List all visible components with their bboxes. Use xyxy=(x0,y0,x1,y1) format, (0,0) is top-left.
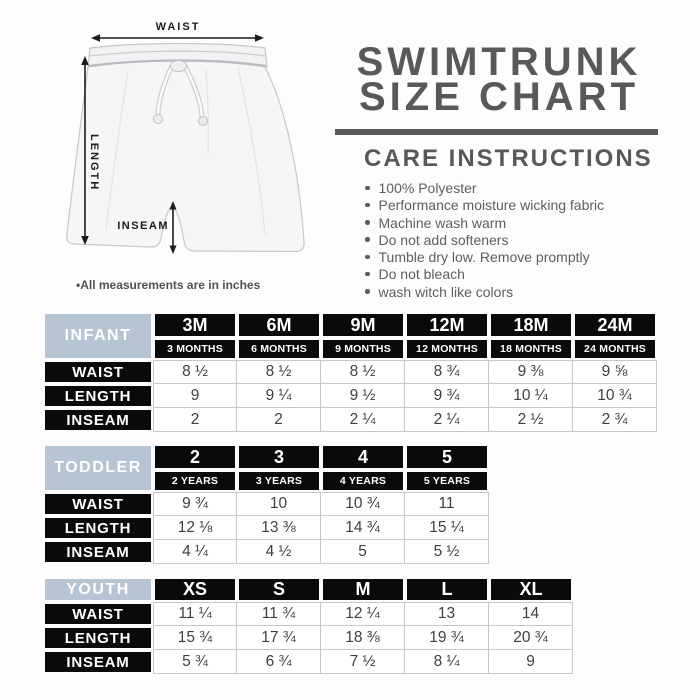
size-header-cell: XS xyxy=(153,577,237,602)
value-cell: 13 xyxy=(405,602,489,626)
value-cell: 10 xyxy=(237,492,321,516)
value-cell: 4 ½ xyxy=(237,540,321,564)
care-item-text: Performance moisture wicking fabric xyxy=(378,197,605,214)
size-header-cell: 9M xyxy=(321,312,405,338)
row-label-cell: LENGTH xyxy=(43,626,153,650)
value-cell: 4 ¼ xyxy=(153,540,237,564)
value-cell: 9 ¾ xyxy=(405,384,489,408)
value-cell: 8 ½ xyxy=(153,360,237,384)
value-cell: 2 xyxy=(237,408,321,432)
bullet-icon xyxy=(365,289,370,294)
bullet-icon xyxy=(365,203,370,208)
value-cell: 11 ¼ xyxy=(153,602,237,626)
size-header-cell: 12M xyxy=(405,312,489,338)
infant-size-table xyxy=(43,312,657,432)
care-instructions-list xyxy=(364,180,604,301)
toddler-size-table xyxy=(43,444,489,564)
size-sub-label-cell: 18 MONTHS xyxy=(489,338,573,360)
value-cell: 5 ¾ xyxy=(153,650,237,674)
divider-bar xyxy=(335,129,658,135)
value-cell: 10 ¾ xyxy=(573,384,657,408)
value-cell: 13 ⅜ xyxy=(237,516,321,540)
size-sub-label-cell: 5 YEARS xyxy=(405,470,489,492)
shorts-illustration xyxy=(58,12,320,284)
value-cell: 2 ¾ xyxy=(573,408,657,432)
value-cell: 11 xyxy=(405,492,489,516)
title-line-2: SIZE CHART xyxy=(359,75,639,119)
size-header-cell: 4 xyxy=(321,444,405,470)
group-label-cell: INFANT xyxy=(43,312,153,360)
bullet-icon xyxy=(365,237,370,242)
value-cell: 8 ¾ xyxy=(405,360,489,384)
care-item-text: wash witch like colors xyxy=(378,283,514,300)
value-cell: 10 ¾ xyxy=(321,492,405,516)
value-cell: 15 ¼ xyxy=(405,516,489,540)
value-cell: 5 xyxy=(321,540,405,564)
value-cell: 8 ½ xyxy=(237,360,321,384)
value-cell: 9 ¼ xyxy=(237,384,321,408)
size-header-cell: L xyxy=(405,577,489,602)
youth-size-table xyxy=(43,577,573,674)
value-cell: 2 xyxy=(153,408,237,432)
size-header-cell: 24M xyxy=(573,312,657,338)
care-item-text: Tumble dry low. Remove promptly xyxy=(378,249,590,266)
group-label-cell: YOUTH xyxy=(43,577,153,602)
value-cell: 9 ¾ xyxy=(153,492,237,516)
value-cell: 14 xyxy=(489,602,573,626)
length-measure-label: LENGTH xyxy=(88,134,100,192)
inseam-arrow xyxy=(170,201,177,254)
value-cell: 9 ⅜ xyxy=(489,360,573,384)
title-line-1: SWIMTRUNK xyxy=(356,40,642,84)
size-header-cell: 2 xyxy=(153,444,237,470)
row-label-cell: LENGTH xyxy=(43,516,153,540)
group-label-cell: TODDLER xyxy=(43,444,153,492)
drawstring-right-knot xyxy=(199,117,208,126)
value-cell: 8 ½ xyxy=(321,360,405,384)
value-cell: 9 ⅝ xyxy=(573,360,657,384)
drawstring-left-knot xyxy=(154,115,163,124)
care-item-text: Do not add softeners xyxy=(378,231,509,248)
bullet-icon xyxy=(365,220,370,225)
row-label-cell: WAIST xyxy=(43,492,153,516)
row-label-cell: WAIST xyxy=(43,602,153,626)
value-cell: 15 ¾ xyxy=(153,626,237,650)
value-cell: 8 ¼ xyxy=(405,650,489,674)
waist-arrow xyxy=(91,34,264,42)
bullet-icon xyxy=(365,255,370,260)
care-item xyxy=(364,284,604,301)
care-item xyxy=(364,215,604,232)
size-header-cell: S xyxy=(237,577,321,602)
size-header-cell: 6M xyxy=(237,312,321,338)
drawstring-center-knot xyxy=(171,61,187,72)
value-cell: 18 ⅜ xyxy=(321,626,405,650)
size-sub-label-cell: 6 MONTHS xyxy=(237,338,321,360)
value-cell: 9 ½ xyxy=(321,384,405,408)
size-sub-label-cell: 3 MONTHS xyxy=(153,338,237,360)
size-header-cell: 5 xyxy=(405,444,489,470)
size-sub-label-cell: 3 YEARS xyxy=(237,470,321,492)
size-sub-label-cell: 24 MONTHS xyxy=(573,338,657,360)
care-item xyxy=(364,266,604,283)
bullet-icon xyxy=(365,272,370,277)
waist-measure-label: WAIST xyxy=(155,21,201,33)
care-item-text: Machine wash warm xyxy=(378,214,507,231)
care-item-text: 100% Polyester xyxy=(378,180,477,196)
size-header-cell: XL xyxy=(489,577,573,602)
value-cell: 9 xyxy=(153,384,237,408)
care-item xyxy=(364,232,604,249)
value-cell: 14 ¾ xyxy=(321,516,405,540)
value-cell: 5 ½ xyxy=(405,540,489,564)
size-header-cell: M xyxy=(321,577,405,602)
size-sub-label-cell: 12 MONTHS xyxy=(405,338,489,360)
row-label-cell: WAIST xyxy=(43,360,153,384)
value-cell: 20 ¾ xyxy=(489,626,573,650)
value-cell: 7 ½ xyxy=(321,650,405,674)
value-cell: 9 xyxy=(489,650,573,674)
value-cell: 17 ¾ xyxy=(237,626,321,650)
bullet-icon xyxy=(365,186,370,191)
value-cell: 2 ¼ xyxy=(405,408,489,432)
size-header-cell: 3 xyxy=(237,444,321,470)
care-item xyxy=(364,249,604,266)
row-label-cell: LENGTH xyxy=(43,384,153,408)
value-cell: 12 ¼ xyxy=(321,602,405,626)
row-label-cell: INSEAM xyxy=(43,540,153,564)
size-sub-label-cell: 2 YEARS xyxy=(153,470,237,492)
value-cell: 2 ¼ xyxy=(321,408,405,432)
row-label-cell: INSEAM xyxy=(43,408,153,432)
size-header-cell: 3M xyxy=(153,312,237,338)
row-label-cell: INSEAM xyxy=(43,650,153,674)
care-item xyxy=(364,180,604,197)
size-sub-label-cell: 4 YEARS xyxy=(321,470,405,492)
inseam-measure-label: INSEAM xyxy=(117,220,169,232)
care-item xyxy=(364,197,604,214)
care-instructions-heading: CARE INSTRUCTIONS xyxy=(364,145,653,172)
value-cell: 2 ½ xyxy=(489,408,573,432)
value-cell: 10 ¼ xyxy=(489,384,573,408)
value-cell: 19 ¾ xyxy=(405,626,489,650)
value-cell: 6 ¾ xyxy=(237,650,321,674)
measurements-note: •All measurements are in inches xyxy=(76,278,261,292)
size-header-cell: 18M xyxy=(489,312,573,338)
care-item-text: Do not bleach xyxy=(378,266,465,283)
value-cell: 12 ⅛ xyxy=(153,516,237,540)
page-title xyxy=(340,40,658,119)
value-cell: 11 ¾ xyxy=(237,602,321,626)
size-sub-label-cell: 9 MONTHS xyxy=(321,338,405,360)
